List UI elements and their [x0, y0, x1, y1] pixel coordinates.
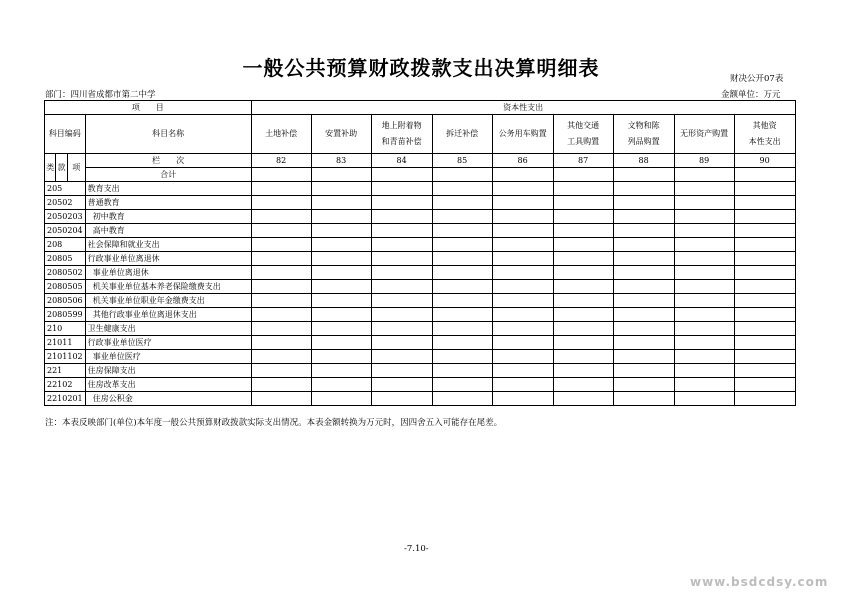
amount-cell: [613, 224, 674, 238]
amount-cell: [311, 252, 371, 266]
column-header-line: 本性支出: [748, 137, 781, 146]
subject-name: 事业单位离退休: [85, 266, 251, 280]
column-header: 无形资产购置: [674, 115, 734, 154]
amount-cell: [251, 336, 311, 350]
amount-cell: [734, 336, 795, 350]
department-label: 部门：四川省成都市第二中学: [45, 90, 156, 100]
amount-cell: [311, 182, 371, 196]
amount-cell: [432, 392, 492, 406]
amount-cell: [371, 350, 432, 364]
header-lanci: 栏 次: [85, 154, 251, 168]
table-row: [45, 336, 796, 350]
amount-cell: [371, 322, 432, 336]
amount-cell: [371, 294, 432, 308]
amount-cell: [432, 308, 492, 322]
amount-cell: [371, 224, 432, 238]
column-number: 82: [251, 154, 311, 168]
amount-cell: [371, 378, 432, 392]
amount-cell: [674, 392, 734, 406]
amount-cell: [613, 378, 674, 392]
amount-cell: [492, 308, 553, 322]
amount-cell: [734, 322, 795, 336]
amount-cell: [613, 364, 674, 378]
amount-cell: [251, 280, 311, 294]
amount-cell: [251, 322, 311, 336]
amount-cell: [613, 336, 674, 350]
amount-cell: [371, 336, 432, 350]
column-header-line: 其他交通: [567, 121, 600, 130]
amount-cell: [613, 252, 674, 266]
amount-cell: [613, 196, 674, 210]
amount-cell: [492, 182, 553, 196]
subject-name: 初中教育: [85, 210, 251, 224]
amount-cell: [553, 322, 613, 336]
amount-cell: [674, 336, 734, 350]
amount-cell: [553, 210, 613, 224]
subject-name: 住房保障支出: [85, 364, 251, 378]
table-row: [45, 266, 796, 280]
amount-cell: [734, 182, 795, 196]
amount-cell: [734, 266, 795, 280]
table-row: [45, 182, 796, 196]
table-row: [45, 210, 796, 224]
amount-cell: [432, 182, 492, 196]
subject-code: 20502: [45, 196, 86, 210]
amount-cell: [251, 266, 311, 280]
amount-cell: [613, 182, 674, 196]
amount-cell: [613, 322, 674, 336]
amount-cell: [251, 252, 311, 266]
table-row: [45, 252, 796, 266]
column-header-line: 和青苗补偿: [381, 137, 422, 146]
amount-cell: [371, 196, 432, 210]
column-header-line: 地上附着物: [381, 121, 422, 130]
amount-cell: [553, 182, 613, 196]
amount-cell: [734, 224, 795, 238]
amount-cell: [251, 196, 311, 210]
amount-cell: [734, 378, 795, 392]
amount-cell: [371, 364, 432, 378]
table-row: [45, 196, 796, 210]
amount-cell: [734, 392, 795, 406]
amount-cell: [734, 364, 795, 378]
expenditure-table: [44, 100, 796, 406]
amount-cell: [432, 224, 492, 238]
column-header-line: 工具购置: [567, 137, 600, 146]
amount-cell: [734, 196, 795, 210]
amount-cell: [553, 252, 613, 266]
header-xiang: 项: [67, 154, 85, 182]
table-row: [45, 224, 796, 238]
subject-code: 2050203: [45, 210, 86, 224]
column-header-line: 其他资: [752, 121, 777, 130]
subject-code: 21011: [45, 336, 86, 350]
amount-cell: [674, 364, 734, 378]
amount-cell: [492, 224, 553, 238]
amount-cell: [311, 308, 371, 322]
amount-cell: [432, 210, 492, 224]
amount-cell: [492, 210, 553, 224]
table-row: [45, 378, 796, 392]
amount-cell: [311, 350, 371, 364]
subject-name: 事业单位医疗: [85, 350, 251, 364]
amount-cell: [674, 266, 734, 280]
amount-cell: [432, 196, 492, 210]
column-header-line: 列品购置: [627, 137, 660, 146]
column-header: 土地补偿: [251, 115, 311, 154]
subject-code: 208: [45, 238, 86, 252]
amount-cell: [613, 308, 674, 322]
amount-cell: [311, 322, 371, 336]
amount-cell: [432, 364, 492, 378]
amount-cell: [371, 266, 432, 280]
table-row: [45, 364, 796, 378]
amount-cell: [674, 294, 734, 308]
amount-cell: [492, 280, 553, 294]
amount-cell: [553, 364, 613, 378]
amount-cell: [432, 336, 492, 350]
header-item: 项 目: [45, 101, 252, 115]
amount-cell: [553, 294, 613, 308]
subject-name: 普通教育: [85, 196, 251, 210]
amount-cell: [553, 308, 613, 322]
amount-cell: [311, 238, 371, 252]
amount-cell: [371, 252, 432, 266]
table-row: [45, 280, 796, 294]
amount-cell: [492, 196, 553, 210]
amount-cell: [311, 210, 371, 224]
total-cell: [734, 168, 795, 182]
amount-cell: [674, 196, 734, 210]
amount-cell: [613, 392, 674, 406]
subject-code: 2080506: [45, 294, 86, 308]
amount-cell: [251, 378, 311, 392]
column-header: [613, 115, 674, 154]
total-cell: [432, 168, 492, 182]
amount-cell: [251, 350, 311, 364]
amount-cell: [553, 224, 613, 238]
subject-name: 教育支出: [85, 182, 251, 196]
total-cell: [553, 168, 613, 182]
amount-cell: [492, 378, 553, 392]
amount-cell: [613, 294, 674, 308]
page-title: 一般公共预算财政拨款支出决算明细表: [242, 56, 600, 80]
amount-cell: [251, 294, 311, 308]
column-header: [553, 115, 613, 154]
subject-code: 22102: [45, 378, 86, 392]
amount-cell: [492, 392, 553, 406]
amount-cell: [734, 210, 795, 224]
amount-cell: [674, 182, 734, 196]
column-header: [734, 115, 795, 154]
amount-cell: [613, 210, 674, 224]
amount-cell: [492, 322, 553, 336]
amount-cell: [674, 322, 734, 336]
amount-cell: [311, 224, 371, 238]
subject-code: 2210201: [45, 392, 86, 406]
amount-cell: [371, 392, 432, 406]
amount-cell: [613, 238, 674, 252]
amount-cell: [432, 252, 492, 266]
total-cell: [613, 168, 674, 182]
header-lei: 类: [45, 154, 56, 182]
amount-cell: [251, 210, 311, 224]
subject-name: 机关事业单位基本养老保险缴费支出: [85, 280, 251, 294]
amount-cell: [553, 336, 613, 350]
amount-cell: [553, 238, 613, 252]
amount-cell: [432, 280, 492, 294]
amount-cell: [251, 182, 311, 196]
page-number: -7.10-: [404, 544, 429, 554]
column-number: 86: [492, 154, 553, 168]
amount-cell: [674, 238, 734, 252]
table-row: [45, 294, 796, 308]
column-header: 拆迁补偿: [432, 115, 492, 154]
column-header: 公务用车购置: [492, 115, 553, 154]
amount-cell: [432, 238, 492, 252]
table-row: [45, 392, 796, 406]
amount-cell: [734, 294, 795, 308]
amount-cell: [734, 308, 795, 322]
subject-name: 住房改革支出: [85, 378, 251, 392]
column-number: 90: [734, 154, 795, 168]
column-number: 88: [613, 154, 674, 168]
amount-cell: [432, 322, 492, 336]
header-capital: 资本性支出: [251, 101, 795, 115]
amount-cell: [432, 294, 492, 308]
amount-cell: [371, 210, 432, 224]
amount-cell: [251, 364, 311, 378]
amount-cell: [371, 238, 432, 252]
header-kuan: 款: [56, 154, 67, 182]
total-cell: [371, 168, 432, 182]
amount-cell: [553, 392, 613, 406]
amount-cell: [492, 266, 553, 280]
amount-cell: [311, 266, 371, 280]
amount-cell: [432, 266, 492, 280]
subject-code: 2080505: [45, 280, 86, 294]
column-number: 89: [674, 154, 734, 168]
amount-cell: [251, 224, 311, 238]
amount-cell: [553, 196, 613, 210]
amount-cell: [371, 308, 432, 322]
form-number: 财决公开07表: [730, 74, 784, 84]
amount-cell: [553, 350, 613, 364]
amount-cell: [492, 350, 553, 364]
amount-cell: [674, 350, 734, 364]
subject-code: 2080599: [45, 308, 86, 322]
subject-name: 高中教育: [85, 224, 251, 238]
column-header: 安置补助: [311, 115, 371, 154]
amount-cell: [311, 392, 371, 406]
amount-cell: [432, 378, 492, 392]
amount-cell: [674, 280, 734, 294]
header-code: 科目编码: [45, 115, 86, 154]
column-number: 84: [371, 154, 432, 168]
amount-cell: [311, 280, 371, 294]
total-cell: [674, 168, 734, 182]
amount-cell: [553, 378, 613, 392]
amount-cell: [674, 224, 734, 238]
amount-cell: [371, 280, 432, 294]
amount-cell: [492, 336, 553, 350]
amount-cell: [311, 336, 371, 350]
amount-cell: [734, 252, 795, 266]
amount-cell: [251, 238, 311, 252]
amount-cell: [492, 238, 553, 252]
amount-cell: [674, 378, 734, 392]
table-row: [45, 350, 796, 364]
total-cell: [492, 168, 553, 182]
amount-cell: [311, 294, 371, 308]
amount-cell: [674, 252, 734, 266]
subject-code: 2080502: [45, 266, 86, 280]
subject-code: 210: [45, 322, 86, 336]
subject-name: 行政事业单位医疗: [85, 336, 251, 350]
table-row: [45, 322, 796, 336]
amount-cell: [613, 280, 674, 294]
subject-code: 2050204: [45, 224, 86, 238]
header-name: 科目名称: [85, 115, 251, 154]
unit-label: 金额单位：万元: [721, 90, 781, 100]
amount-cell: [492, 364, 553, 378]
amount-cell: [734, 238, 795, 252]
subject-name: 卫生健康支出: [85, 322, 251, 336]
subject-name: 住房公积金: [85, 392, 251, 406]
subject-name: 其他行政事业单位离退休支出: [85, 308, 251, 322]
column-header: [371, 115, 432, 154]
subject-name: 社会保障和就业支出: [85, 238, 251, 252]
footnote: 注：本表反映部门(单位)本年度一般公共预算财政拨款实际支出情况。本表金额转换为万元时，因四舍五入可能存在尾差。: [45, 418, 503, 428]
total-label: 合计: [85, 168, 251, 182]
amount-cell: [674, 210, 734, 224]
watermark: www.bsdcdsy.com: [690, 575, 829, 589]
subject-name: 机关事业单位职业年金缴费支出: [85, 294, 251, 308]
amount-cell: [311, 196, 371, 210]
total-cell: [311, 168, 371, 182]
table-row: [45, 238, 796, 252]
column-number: 85: [432, 154, 492, 168]
amount-cell: [251, 308, 311, 322]
amount-cell: [492, 252, 553, 266]
amount-cell: [553, 280, 613, 294]
subject-code: 20805: [45, 252, 86, 266]
subject-code: 221: [45, 364, 86, 378]
amount-cell: [432, 350, 492, 364]
amount-cell: [734, 280, 795, 294]
amount-cell: [734, 350, 795, 364]
amount-cell: [613, 350, 674, 364]
column-number: 83: [311, 154, 371, 168]
column-number: 87: [553, 154, 613, 168]
amount-cell: [371, 182, 432, 196]
amount-cell: [674, 308, 734, 322]
amount-cell: [251, 392, 311, 406]
amount-cell: [613, 266, 674, 280]
subject-code: 205: [45, 182, 86, 196]
table-row: [45, 308, 796, 322]
total-cell: [251, 168, 311, 182]
amount-cell: [492, 294, 553, 308]
subject-code: 2101102: [45, 350, 86, 364]
amount-cell: [311, 378, 371, 392]
amount-cell: [311, 364, 371, 378]
subject-name: 行政事业单位离退休: [85, 252, 251, 266]
column-header-line: 文物和陈: [627, 121, 660, 130]
amount-cell: [553, 266, 613, 280]
